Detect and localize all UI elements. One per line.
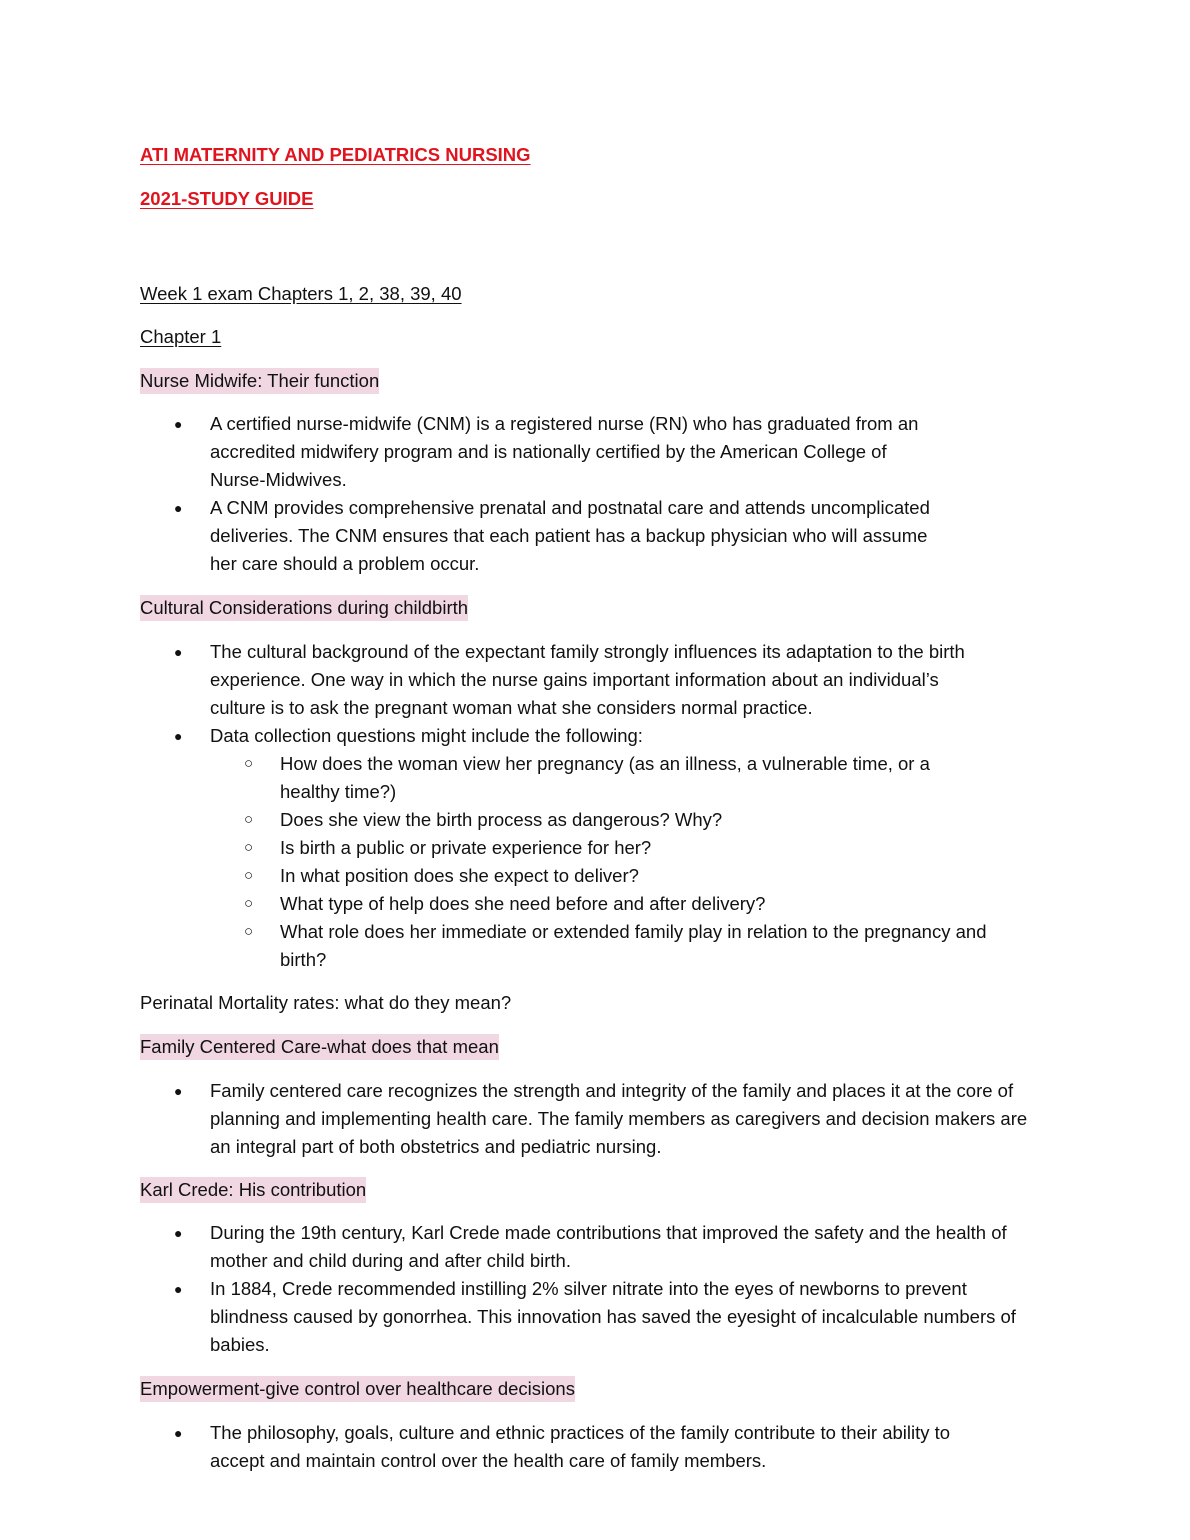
sub-list-item: ○ What role does her immediate or extended family play in relation to the pregnancy and birth? xyxy=(210,918,1010,974)
section-heading-nurse-midwife xyxy=(140,367,379,395)
cultural-list xyxy=(140,638,990,974)
list-item: ● A CNM provides comprehensive prenatal and postnatal care and attends uncomplicated deliveries. The CNM ensures that each patient has a backup physician who will assume her care should a problem occur. xyxy=(140,494,940,578)
section-heading-perinatal: Perinatal Mortality rates: what do they mean? xyxy=(140,992,512,1013)
nurse-midwife-list xyxy=(140,410,940,578)
sub-list-item: ○ Does she view the birth process as dangerous? Why? xyxy=(210,806,990,834)
family-centered-list xyxy=(140,1077,1040,1161)
list-item: ● Family centered care recognizes the strength and integrity of the family and places it at the core of planning and implementing health care. The family members as caregivers and decision makers are an integral part of both obstetrics and pediatric nursing. xyxy=(140,1077,1040,1161)
highlighted-heading: Nurse Midwife: Their function xyxy=(140,368,379,394)
sub-list-item: ○ Is birth a public or private experience for her? xyxy=(210,834,990,862)
list-item: ● A certified nurse-midwife (CNM) is a registered nurse (RN) who has graduated from an accredited midwifery program and is nationally certified by the American College of Nurse-Midwives. xyxy=(140,410,940,494)
highlighted-heading: Empowerment-give control over healthcare decisions xyxy=(140,1376,575,1402)
section-heading-empowerment xyxy=(140,1375,575,1403)
list-item xyxy=(140,722,990,974)
list-item: ● During the 19th century, Karl Crede made contributions that improved the safety and the health of mother and child during and after child birth. xyxy=(140,1219,1030,1275)
chapter-heading: Chapter 1 xyxy=(140,326,222,347)
cultural-sub-list xyxy=(210,750,990,974)
list-item: ● The cultural background of the expectant family strongly influences its adaptation to the birth experience. One way in which the nurse gains important information about an individual’s culture is to ask the pregnant woman what she considers normal practice. xyxy=(140,638,990,722)
section-heading-family-centered xyxy=(140,1033,499,1061)
list-item: ● The philosophy, goals, culture and ethnic practices of the family contribute to their ability to accept and maintain control over the health care of family members. xyxy=(140,1419,1000,1475)
section-heading-karl-crede xyxy=(140,1176,366,1204)
highlighted-heading: Karl Crede: His contribution xyxy=(140,1177,366,1203)
sub-list-item: ○ In what position does she expect to deliver? xyxy=(210,862,990,890)
list-item: ● In 1884, Crede recommended instilling 2% silver nitrate into the eyes of newborns to prevent blindness caused by gonorrhea. This innovation has saved the eyesight of incalculable numbers of babies. xyxy=(140,1275,1030,1359)
sub-list-item: ○ How does the woman view her pregnancy (as an illness, a vulnerable time, or a healthy time?) xyxy=(210,750,970,806)
week-heading: Week 1 exam Chapters 1, 2, 38, 39, 40 xyxy=(140,283,462,304)
document-subtitle: 2021-STUDY GUIDE xyxy=(140,188,314,209)
karl-crede-list xyxy=(140,1219,1030,1359)
highlighted-heading: Family Centered Care-what does that mean xyxy=(140,1034,499,1060)
section-heading-cultural xyxy=(140,594,468,622)
sub-list-item: ○ What type of help does she need before and after delivery? xyxy=(210,890,990,918)
list-item-text: Data collection questions might include the following: xyxy=(210,725,643,746)
document-title: ATI MATERNITY AND PEDIATRICS NURSING xyxy=(140,144,531,165)
highlighted-heading: Cultural Considerations during childbirth xyxy=(140,595,468,621)
empowerment-list xyxy=(140,1419,1000,1475)
